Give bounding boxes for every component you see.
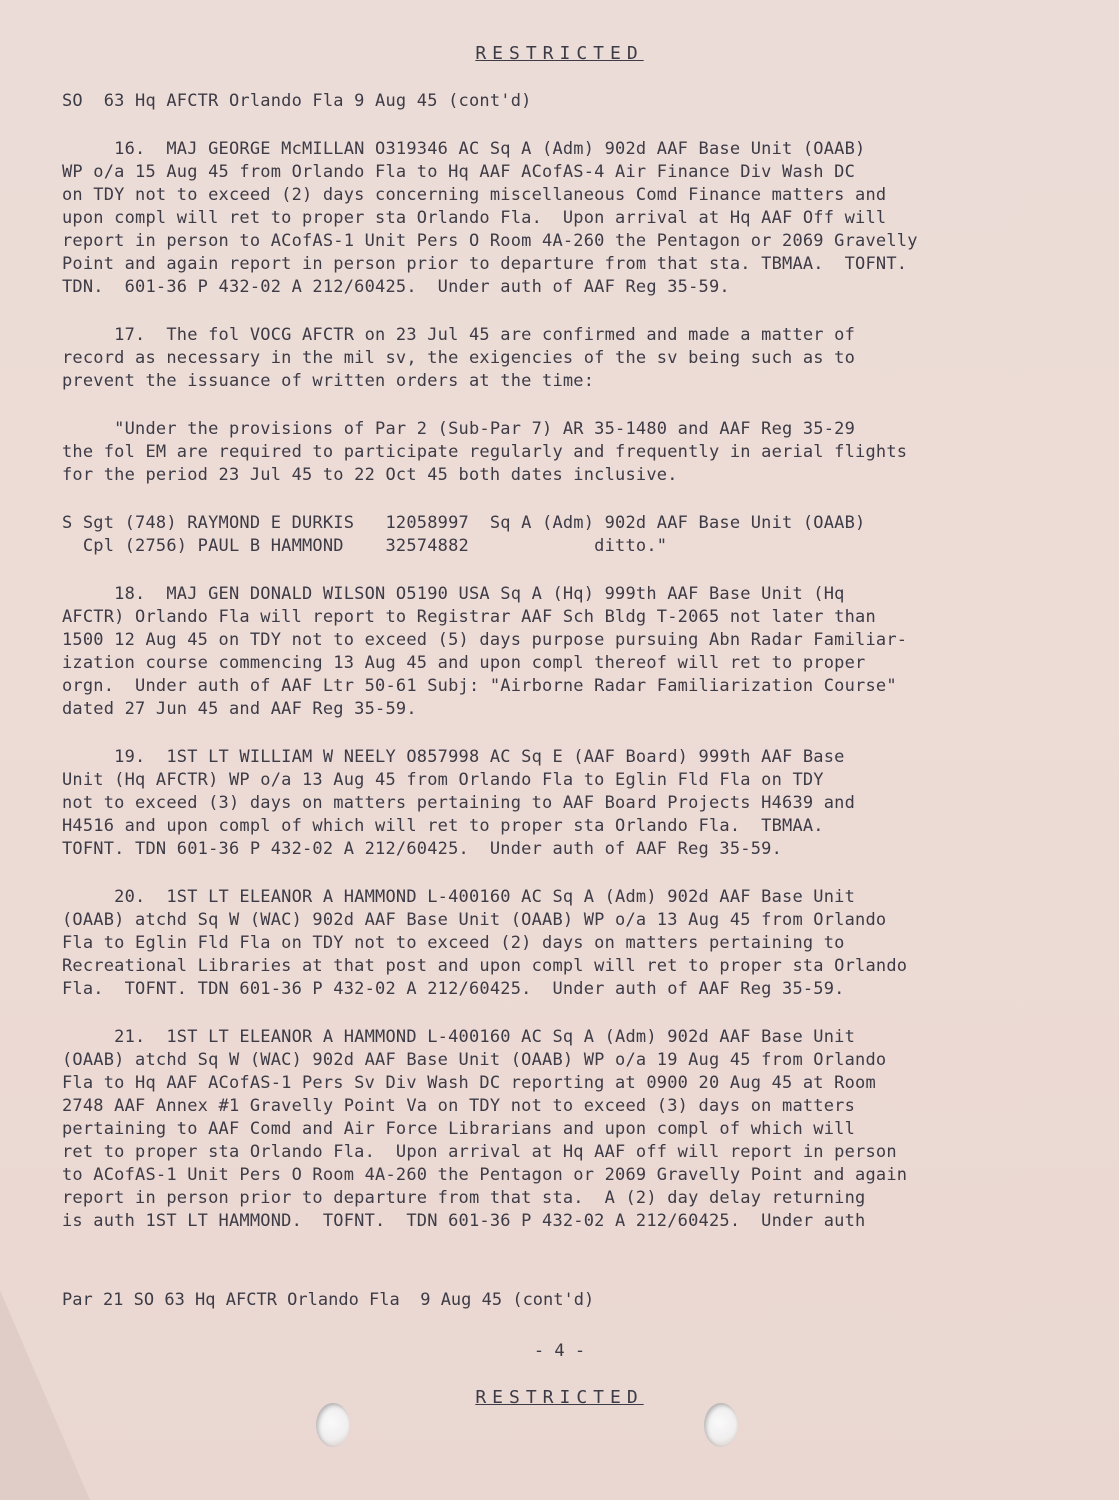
- blank-line: [62, 1001, 1042, 1026]
- blank-line: [62, 861, 1042, 886]
- text-line: ization course commencing 13 Aug 45 and upon compl thereof will ret to proper: [62, 653, 866, 673]
- text-line: report in person to ACofAS-1 Unit Pers O Room 4A-260 the Pentagon or 2069 Gravelly: [62, 231, 918, 251]
- text-line: is auth 1ST LT HAMMOND. TOFNT. TDN 601-36 P 432-02 A 212/60425. Under auth: [62, 1211, 866, 1231]
- text-line: dated 27 Jun 45 and AAF Reg 35-59.: [62, 699, 417, 719]
- text-line: prevent the issuance of written orders at the time:: [62, 371, 595, 391]
- text-line: Fla to Eglin Fld Fla on TDY not to exceed (2) days on matters pertaining to: [62, 933, 845, 953]
- blank-line: [62, 299, 1042, 324]
- text-line: Point and again report in person prior to departure from that sta. TBMAA. TOFNT.: [62, 254, 908, 274]
- text-line: upon compl will ret to proper sta Orlando Fla. Upon arrival at Hq AAF Off will: [62, 208, 887, 228]
- text-line: 16. MAJ GEORGE McMILLAN O319346 AC Sq A (Adm) 902d AAF Base Unit (OAAB): [62, 139, 866, 159]
- text-line: 21. 1ST LT ELEANOR A HAMMOND L-400160 AC Sq A (Adm) 902d AAF Base Unit: [62, 1027, 856, 1047]
- text-line: the fol EM are required to participate regularly and frequently in aerial flights: [62, 442, 908, 462]
- text-line: 1500 12 Aug 45 on TDY not to exceed (5) days purpose pursuing Abn Radar Familiar-: [62, 630, 908, 650]
- text-line: to ACofAS-1 Unit Pers O Room 4A-260 the Pentagon or 2069 Gravelly Point and again: [62, 1165, 908, 1185]
- text-line: Cpl (2756) PAUL B HAMMOND 32574882 ditto.": [62, 536, 668, 556]
- punch-hole-left: [316, 1403, 350, 1447]
- page-number: - 4 -: [533, 1341, 586, 1361]
- text-line: Unit (Hq AFCTR) WP o/a 13 Aug 45 from Orlando Fla to Eglin Fld Fla on TDY: [62, 770, 824, 790]
- text-line: AFCTR) Orlando Fla will report to Registrar AAF Sch Bldg T-2065 not later than: [62, 607, 876, 627]
- text-line: (OAAB) atchd Sq W (WAC) 902d AAF Base Unit (OAAB) WP o/a 19 Aug 45 from Orlando: [62, 1050, 887, 1070]
- header-restricted: RESTRICTED: [475, 43, 644, 64]
- text-line: TOFNT. TDN 601-36 P 432-02 A 212/60425. Under auth of AAF Reg 35-59.: [62, 839, 783, 859]
- text-line: TDN. 601-36 P 432-02 A 212/60425. Under auth of AAF Reg 35-59.: [62, 277, 730, 297]
- text-line: on TDY not to exceed (2) days concerning miscellaneous Comd Finance matters and: [62, 185, 887, 205]
- text-line: (OAAB) atchd Sq W (WAC) 902d AAF Base Unit (OAAB) WP o/a 13 Aug 45 from Orlando: [62, 910, 887, 930]
- text-line: WP o/a 15 Aug 45 from Orlando Fla to Hq AAF ACofAS-4 Air Finance Div Wash DC: [62, 162, 856, 182]
- text-line: record as necessary in the mil sv, the exigencies of the sv being such as to: [62, 348, 856, 368]
- blank-line: [62, 487, 1042, 512]
- text-line: ret to proper sta Orlando Fla. Upon arrival at Hq AAF off will report in person: [62, 1142, 897, 1162]
- blank-line: [62, 721, 1042, 746]
- text-line: report in person prior to departure from that sta. A (2) day delay returning: [62, 1188, 866, 1208]
- text-line: 17. The fol VOCG AFCTR on 23 Jul 45 are confirmed and made a matter of: [62, 325, 856, 345]
- continuation-line: Par 21 SO 63 Hq AFCTR Orlando Fla 9 Aug 45 (cont'd): [62, 1290, 595, 1310]
- text-line: "Under the provisions of Par 2 (Sub-Par 7) AR 35-1480 and AAF Reg 35-29: [62, 419, 856, 439]
- text-line: 19. 1ST LT WILLIAM W NEELY O857998 AC Sq E (AAF Board) 999th AAF Base: [62, 747, 845, 767]
- text-line: Recreational Libraries at that post and upon compl will ret to proper sta Orlando: [62, 956, 908, 976]
- text-line: orgn. Under auth of AAF Ltr 50-61 Subj: "Airborne Radar Familiarization Course": [62, 676, 897, 696]
- document-body: [62, 90, 1042, 1233]
- text-line: not to exceed (3) days on matters pertaining to AAF Board Projects H4639 and: [62, 793, 856, 813]
- text-line: H4516 and upon compl of which will ret to proper sta Orlando Fla. TBMAA.: [62, 816, 824, 836]
- footer-restricted: RESTRICTED: [475, 1387, 644, 1408]
- text-line: for the period 23 Jul 45 to 22 Oct 45 both dates inclusive.: [62, 465, 678, 485]
- text-line: S Sgt (748) RAYMOND E DURKIS 12058997 Sq A (Adm) 902d AAF Base Unit (OAAB): [62, 513, 866, 533]
- text-line: 2748 AAF Annex #1 Gravelly Point Va on TDY not to exceed (3) days on matters: [62, 1096, 856, 1116]
- blank-line: [62, 558, 1042, 583]
- text-line: Fla. TOFNT. TDN 601-36 P 432-02 A 212/60425. Under auth of AAF Reg 35-59.: [62, 979, 845, 999]
- text-line: SO 63 Hq AFCTR Orlando Fla 9 Aug 45 (cont'd): [62, 91, 532, 111]
- punch-hole-right: [704, 1403, 738, 1447]
- text-line: 20. 1ST LT ELEANOR A HAMMOND L-400160 AC Sq A (Adm) 902d AAF Base Unit: [62, 887, 856, 907]
- text-line: pertaining to AAF Comd and Air Force Librarians and upon compl of which will: [62, 1119, 856, 1139]
- blank-line: [62, 393, 1042, 418]
- text-line: 18. MAJ GEN DONALD WILSON O5190 USA Sq A (Hq) 999th AAF Base Unit (Hq: [62, 584, 845, 604]
- blank-line: [62, 113, 1042, 138]
- text-line: Fla to Hq AAF ACofAS-1 Pers Sv Div Wash DC reporting at 0900 20 Aug 45 at Room: [62, 1073, 876, 1093]
